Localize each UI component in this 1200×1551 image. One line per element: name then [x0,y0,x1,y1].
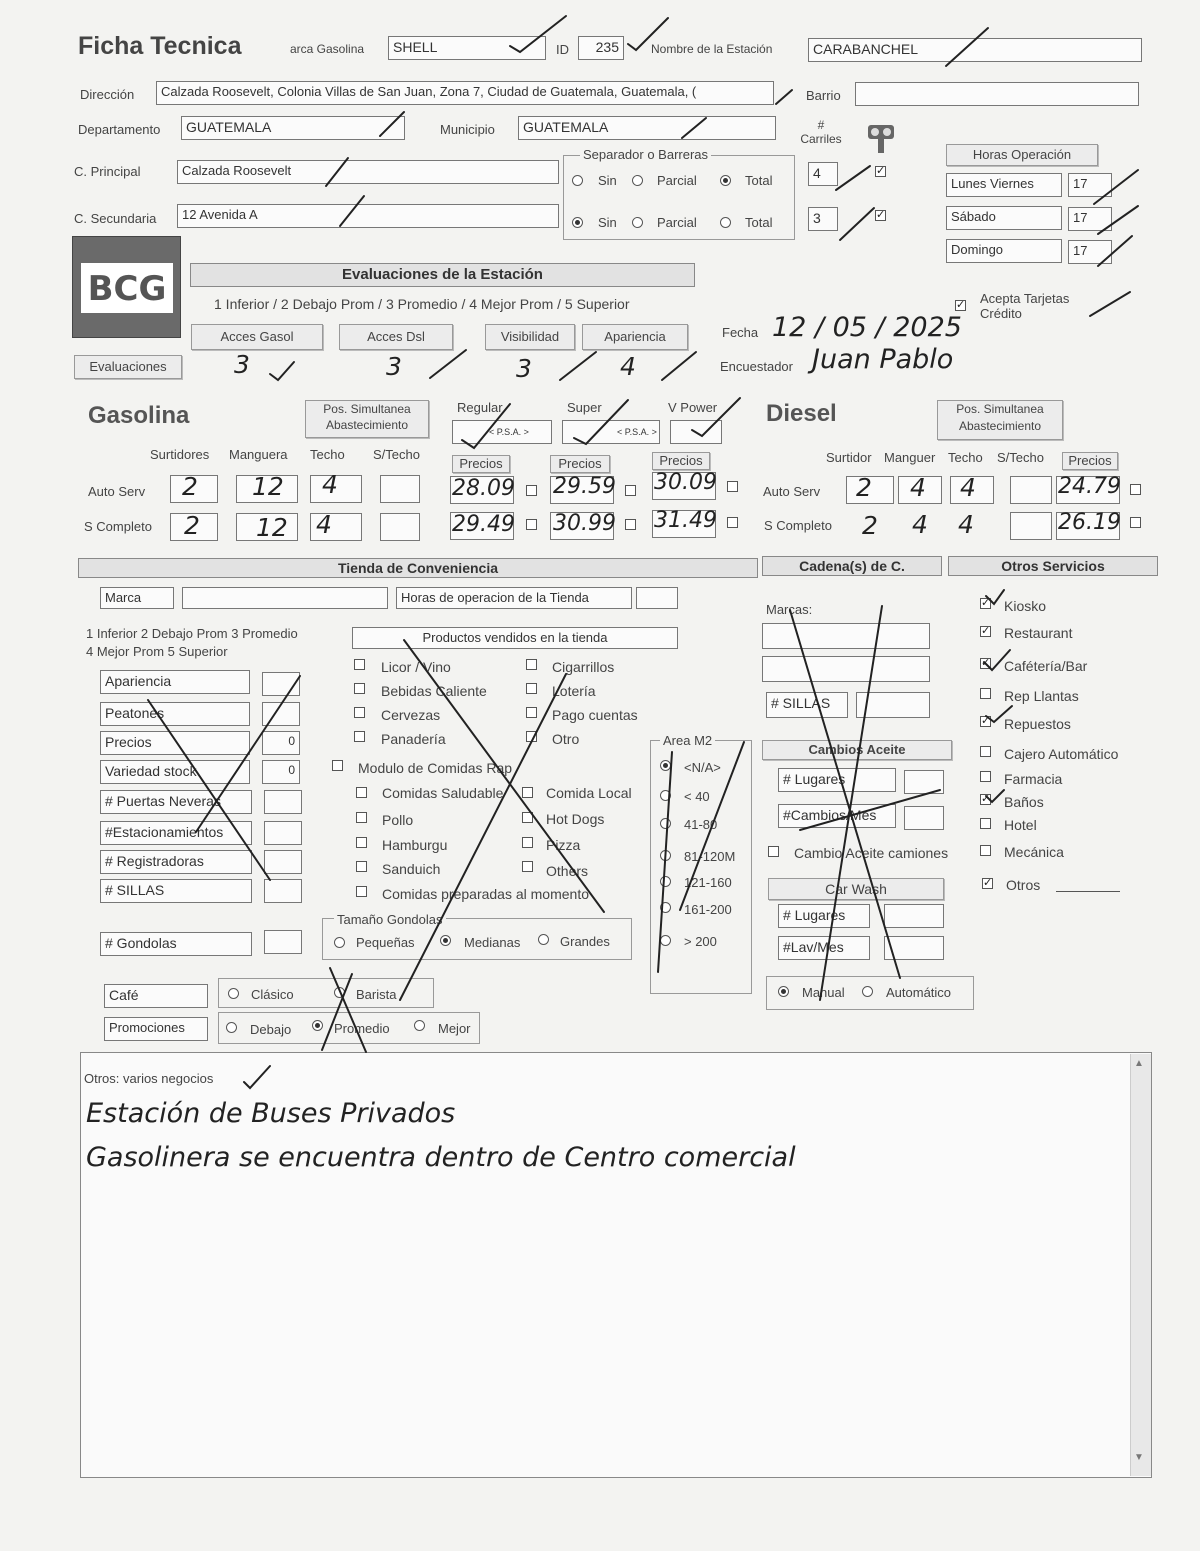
horas-operacion-button[interactable]: Horas Operación [946,144,1098,166]
lavado-automatico-label: Automático [886,985,952,1000]
car-wash-button[interactable]: Car Wash [768,878,944,900]
svc-restaurant-label: Restaurant [1004,625,1073,641]
direccion-field[interactable]: Calzada Roosevelt, Colonia Villas de San Juan, Zona 7, Ciudad de Guatemala, Guatemala, ( [156,81,774,105]
rating-variedad-field[interactable]: 0 [262,760,300,784]
pen-check [986,790,1004,802]
cw-lav-mes-label: #Lav/Mes [778,936,870,960]
pen-check [244,1066,270,1088]
cafe-barista-label: Barista [356,987,397,1002]
lunes-viernes-label: Lunes Viernes [946,173,1062,197]
fecha-value[interactable]: 12 / 05 / 2025 [772,312,962,343]
acces-gasol-button[interactable]: Acces Gasol [191,324,323,350]
diesel-completo-label: S Completo [764,518,832,533]
bcg-logo-text: BCG [87,269,167,309]
sabado-label: Sábado [946,206,1062,230]
svc-repuestos-check[interactable]: ✓ [981,715,991,727]
gas-completo-surtidores-value: 2 [184,511,200,540]
cadena-marcas-label: Marcas: [766,602,813,617]
notes-label: Otros: varios negocios [84,1071,214,1086]
diesel-title: Diesel [766,400,837,427]
svc-cafeteria-check[interactable]: ✓ [981,657,991,669]
ca-cambios-mes-label: #Cambios/Mes [778,804,896,828]
gondola-medianas-label: Medianas [464,935,521,950]
sep2-sin-label: Sin [598,215,617,230]
pen-slash [1098,206,1138,234]
pen-x [196,676,300,832]
pen-check [984,650,1010,670]
evaluaciones-scale: 1 Inferior / 2 Debajo Prom / 3 Promedio / 4 Mejor Prom / 5 Superior [214,296,630,312]
svc-kiosko-label: Kiosko [1004,598,1047,614]
pen-check [270,362,294,380]
pen-slash [840,208,874,240]
marca-label: arca Gasolina [290,42,365,56]
pen-slash [682,118,706,138]
c-secundaria-label: C. Secundaria [74,211,157,226]
domingo-label: Domingo [946,239,1062,263]
comida-sanduich-label: Sanduich [382,861,441,877]
gondola-grandes-label: Grandes [560,934,610,949]
pen-check [462,404,510,448]
count-gondolas-label: # Gondolas [100,932,252,956]
pen-x [820,606,882,1000]
municipio-field[interactable]: GUATEMALA [518,116,776,140]
sep1-sin-label: Sin [598,173,617,188]
departamento-field[interactable]: GUATEMALA [181,116,405,140]
acces-dsl-button[interactable]: Acces Dsl [339,324,453,350]
diesel-auto-precio-value: 24.79 [1058,474,1121,499]
carriles-label: # Carriles [800,118,842,146]
pen-slash [1090,292,1130,316]
prod-cigarrillos-label: Cigarrillos [552,659,615,675]
carriles-principal-check[interactable]: ✓ [876,165,886,177]
diesel-completo-manguer-value: 4 [912,510,928,539]
carriles-principal-field[interactable]: 4 [808,162,838,186]
promo-debajo-label: Debajo [250,1022,292,1037]
prod-loteria-label: Lotería [552,683,596,699]
pen-slash [1098,236,1132,266]
svc-cafeteria-label: Cafétería/Bar [1004,658,1088,674]
tarjetas-check[interactable]: ✓ [956,299,966,311]
tienda-marca-label: Marca [100,587,174,609]
notes-line-1: Estación de Buses Privados [86,1098,456,1129]
count-sillas-label: # SILLAS [100,879,252,903]
scroll-down-icon[interactable]: ▼ [1134,1452,1144,1463]
pen-x [148,700,270,880]
pen-slash [658,752,672,972]
page-title: Ficha Tecnica [78,32,242,60]
prod-bebidas-label: Bebidas Caliente [381,683,487,699]
stecho-header: S/Techo [373,447,420,462]
comida-pizza-label: Pizza [546,837,581,853]
regular-psa-label: < P.S.A. > [489,427,529,437]
gas-completo-label: S Completo [84,519,152,534]
promo-promedio-label: Promedio [334,1021,390,1036]
cafe-label: Café [104,984,208,1008]
regular-label: Regular [457,400,503,415]
rating-peatones-label: Peatones [100,702,250,726]
gas-auto-techo-value: 4 [322,470,338,499]
svc-kiosko-check[interactable]: ✓ [981,597,991,609]
svc-banos-label: Baños [1004,794,1044,810]
direccion-label: Dirección [80,87,135,102]
comida-pollo-label: Pollo [382,812,414,828]
comida-hamburgu-label: Hamburgu [382,837,448,853]
sep1-total-label: Total [745,173,773,188]
diesel-manguer-header: Manguer [884,450,936,465]
pen-slash [380,112,404,136]
comidas-preparadas-label: Comidas preparadas al momento [382,886,589,902]
nombre-label: Nombre de la Estación [651,42,773,56]
techo-header: Techo [310,447,345,462]
svc-otros-check[interactable]: ✓ [983,877,993,889]
gas-completo-super-value: 30.99 [553,511,616,536]
barrio-label: Barrio [806,88,841,103]
svc-farmacia-label: Farmacia [1004,771,1063,787]
sep1-parcial-label: Parcial [657,173,697,188]
tienda-header: Tienda de Conveniencia [78,558,758,578]
pen-x [800,790,940,830]
scroll-up-icon[interactable]: ▲ [1134,1058,1144,1069]
pen-x [790,610,900,978]
diesel-auto-label: Auto Serv [763,484,821,499]
svc-banos-check[interactable]: ✓ [981,793,991,805]
svc-llantas-label: Rep Llantas [1004,688,1079,704]
svc-repuestos-label: Repuestos [1004,716,1071,732]
pen-slash [680,742,744,910]
area-40-label: < 40 [684,789,710,804]
pen-x [330,968,366,1052]
gas-pos-sim-button[interactable]: Pos. Simultanea Abastecimiento [305,400,429,438]
gas-auto-surtidores-value: 2 [182,472,198,501]
diesel-auto-techo-value: 4 [960,473,976,502]
diesel-surtidor-header: Surtidor [826,450,872,465]
carriles-secundaria-field[interactable]: 3 [808,207,838,231]
sabado-field[interactable]: 17 [1068,207,1112,231]
nombre-field[interactable]: CARABANCHEL [808,38,1142,62]
pen-slash [836,166,870,190]
pen-slash [946,28,988,66]
pen-check [986,706,1012,722]
pen-check [510,16,566,52]
tienda-scale-1: 1 Inferior 2 Debajo Prom 3 Promedio [86,626,298,641]
cambios-aceite-header: Cambios Aceite [762,740,952,760]
pen-check [574,400,628,444]
eval-acces-dsl-value[interactable]: 3 [386,352,402,381]
eval-visibilidad-value[interactable]: 3 [516,354,532,383]
comida-others-label: Others [546,863,589,879]
pen-check [692,398,740,436]
count-estacionamientos-label: #Estacionamientos [100,821,252,845]
pen-slash [776,90,792,104]
prod-pago-label: Pago cuentas [552,707,638,723]
id-label: ID [556,42,569,57]
rating-variedad-label: Variedad stock [100,760,250,784]
modulo-comidas-label: Modulo de Comidas Rap [358,760,513,776]
comida-local-label: Comida Local [546,785,632,801]
rating-precios-field[interactable]: 0 [262,731,300,755]
comida-hotdogs-label: Hot Dogs [546,811,605,827]
pen-slash [430,350,466,378]
gondola-pequenas-label: Pequeñas [356,935,415,950]
area-na-label: <N/A> [684,760,721,775]
surtidores-header: Surtidores [150,447,210,462]
svc-hotel-label: Hotel [1004,817,1037,833]
diesel-pos-sim-button[interactable]: Pos. Simultanea Abastecimiento [937,400,1063,440]
lunes-viernes-field[interactable]: 17 [1068,173,1112,197]
domingo-field[interactable]: 17 [1068,240,1112,264]
regular-precios-header: Precios [452,455,510,473]
count-registradoras-label: # Registradoras [100,850,252,874]
ca-camiones-label: Cambio Aceite camiones [794,845,949,861]
evaluaciones-row-label: Evaluaciones [74,355,182,379]
pen-x [404,640,604,912]
tarjetas-label: Acepta Tarjetas Crédito [980,291,1070,321]
fecha-label: Fecha [722,325,759,340]
svc-restaurant-check[interactable]: ✓ [981,625,991,637]
pen-check [986,590,1004,604]
vpower-label: V Power [668,400,718,415]
separador-label: Separador o Barreras [580,147,711,162]
productos-header: Productos vendidos en la tienda [352,627,678,649]
cadena-sillas-label: # SILLAS [766,692,848,718]
encuestador-label: Encuestador [720,359,793,374]
carriles-secundaria-check[interactable]: ✓ [876,209,886,221]
diesel-completo-surtidor-value: 2 [862,511,878,540]
prod-licor-label: Licor / Vino [381,659,451,675]
eval-acces-gasol-value[interactable]: 3 [234,350,250,379]
svc-mecanica-label: Mecánica [1004,844,1064,860]
cafe-clasico-label: Clásico [251,987,294,1002]
tienda-horas-label: Horas de operacion de la Tienda [396,587,632,609]
departamento-label: Departamento [78,122,161,137]
diesel-auto-surtidor-value: 2 [856,473,872,502]
pen-x [400,674,566,1000]
manguera-header: Manguera [229,447,288,462]
rating-apariencia-label: Apariencia [100,670,250,694]
area-160-label: 121-160 [684,875,732,890]
diesel-completo-precio-value: 26.19 [1058,510,1121,535]
lavado-manual-label: Manual [802,985,845,1000]
tienda-scale-2: 4 Mejor Prom 5 Superior [86,644,228,659]
area-200-label: 161-200 [684,902,732,917]
visibilidad-button[interactable]: Visibilidad [485,324,575,350]
svc-cajero-label: Cajero Automático [1004,746,1119,762]
sep2-parcial-label: Parcial [657,215,697,230]
gas-auto-label: Auto Serv [88,484,146,499]
marca-field[interactable]: SHELL [388,36,546,60]
super-precios-header: Precios [550,455,610,473]
svc-otros-label: Otros [1006,877,1041,893]
pen-check [628,18,668,50]
c-secundaria-field[interactable]: 12 Avenida A [177,204,559,228]
diesel-stecho-header: S/Techo [997,450,1044,465]
promociones-label: Promociones [104,1017,208,1041]
eval-apariencia-value[interactable]: 4 [620,352,636,381]
pen-slash [662,352,696,380]
diesel-completo-techo-value: 4 [958,510,974,539]
gasolina-title: Gasolina [88,402,190,429]
super-psa-label: < P.S.A. > [617,427,657,437]
ca-lugares-label: # Lugares [778,768,896,792]
area-group-label: Area M2 [660,733,715,748]
rating-precios-label: Precios [100,731,250,755]
gas-auto-vpower-value: 30.09 [654,470,717,495]
c-principal-label: C. Principal [74,164,141,179]
gas-completo-techo-value: 4 [316,510,332,539]
pen-slash [326,158,348,186]
cw-lugares-label: # Lugares [778,904,870,928]
id-field[interactable]: 235 [578,36,624,60]
encuestador-value[interactable]: Juan Pablo [812,344,954,375]
evaluaciones-header: Evaluaciones de la Estación [190,263,695,287]
cadena-header: Cadena(s) de C. [762,556,942,576]
area-120-label: 81-120M [684,849,736,864]
sep2-total-label: Total [745,215,773,230]
prod-panaderia-label: Panadería [381,731,446,747]
pen-slash [560,352,596,380]
gas-completo-vpower-value: 31.49 [654,508,717,533]
prod-cervezas-label: Cervezas [381,707,441,723]
diesel-techo-header: Techo [948,450,983,465]
gas-auto-manguera-value: 12 [252,472,284,501]
prod-otro-label: Otro [552,731,580,747]
gas-completo-regular-value: 29.49 [452,512,515,537]
municipio-label: Municipio [440,122,495,137]
promo-mejor-label: Mejor [438,1021,471,1036]
notes-line-2: Gasolinera se encuentra dentro de Centro comercial [86,1142,796,1173]
gondolas-group-label: Tamaño Gondolas [334,912,446,927]
c-principal-field[interactable]: Calzada Roosevelt [177,160,559,184]
super-label: Super [567,400,602,415]
pen-slash [1094,170,1138,204]
apariencia-button[interactable]: Apariencia [582,324,688,350]
diesel-precios-header: Precios [1062,452,1118,470]
comida-saludable-label: Comidas Saludable [382,785,504,801]
gas-completo-manguera-value: 12 [256,513,288,542]
area-200plus-label: > 200 [684,934,717,949]
count-puertas-label: # Puertas Neveras [100,790,252,814]
area-80-label: 41-80 [684,817,718,832]
vpower-precios-header: Precios [652,452,710,470]
diesel-auto-manguer-value: 4 [910,473,926,502]
gas-auto-super-value: 29.59 [553,474,616,499]
pen-slash [340,196,364,226]
otros-servicios-header: Otros Servicios [948,556,1158,576]
gas-auto-regular-value: 28.09 [452,476,515,501]
